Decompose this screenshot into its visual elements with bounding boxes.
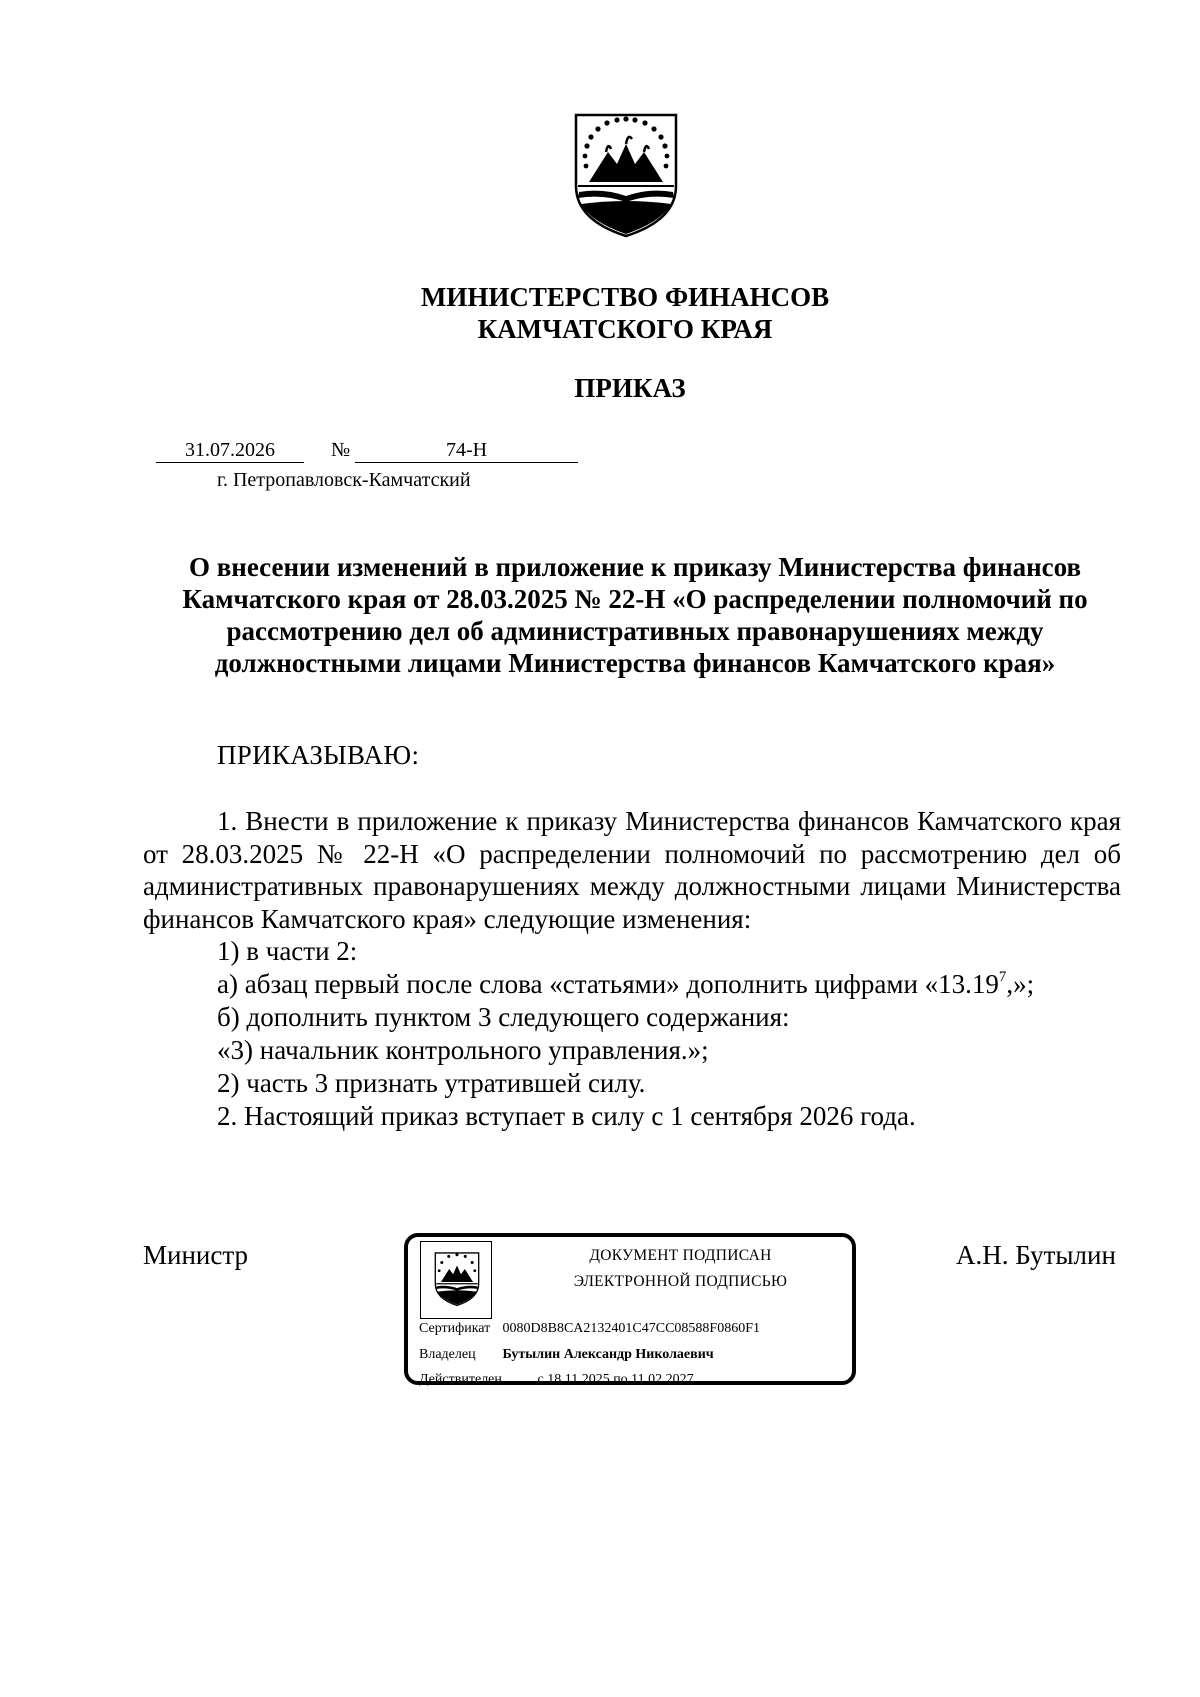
stamp-owner-label: Владелец xyxy=(419,1347,476,1362)
document-type: ПРИКАЗ xyxy=(574,373,686,403)
stamp-validity-label: Действителен xyxy=(419,1372,502,1387)
stamp-certificate-label: Сертификат xyxy=(419,1321,491,1336)
item-1a-prefix: а) абзац первый после слова «статьями» дополнить цифрами «13.19 xyxy=(217,969,999,999)
kamchatka-coat-of-arms-icon xyxy=(573,112,679,238)
document-city: г. Петропавловск-Камчатский xyxy=(217,469,471,491)
item-1a-suffix: ,»; xyxy=(1006,969,1035,999)
item-1b-quote: «3) начальник контрольного управления.»; xyxy=(217,1035,709,1065)
electronic-signature-stamp xyxy=(404,1233,856,1385)
item-1b: б) дополнить пунктом 3 следующего содержания: xyxy=(217,1002,790,1032)
number-sign: № xyxy=(331,439,351,461)
document-heading: О внесении изменений в приложение к приказу Министерства финансов Камчатского края от 28.03.2025 № 22-Н «О распределении полномочий по рассмотрению дел об административных правонарушениях между должностными лицами Министерства финансов Камчатского края» xyxy=(182,552,1088,678)
paragraph-1: 1. Внести в приложение к приказу Министерства финансов Камчатского края от 28.03.2025 № 22-Н «О распределении полномочий по рассмотрению дел об административных правонарушениях между должностными лицами Министерства финансов Камчатского края» следующие изменения: xyxy=(143,806,1121,934)
stamp-validity-row xyxy=(419,1372,694,1388)
stamp-title-line1: ДОКУМЕНТ ПОДПИСАН xyxy=(589,1247,772,1264)
document-date: 31.07.2026 xyxy=(156,438,304,463)
stamp-certificate-value: 0080D8B8CA2132401C47CC08588F0860F1 xyxy=(502,1321,760,1336)
kamchatka-coat-of-arms-icon xyxy=(434,1245,480,1313)
stamp-certificate-row xyxy=(419,1321,760,1337)
ministry-name-line1: МИНИСТЕРСТВО ФИНАНСОВ xyxy=(420,282,830,312)
item-1a xyxy=(217,968,1034,1001)
item-1a-superscript: 7 xyxy=(998,969,1007,985)
item-2: 2) часть 3 признать утратившей силу. xyxy=(217,1068,646,1098)
item-1: 1) в части 2: xyxy=(217,936,358,966)
stamp-emblem-frame xyxy=(420,1241,492,1319)
signer-name: А.Н. Бутылин xyxy=(956,1240,1116,1270)
stamp-owner-value: Бутылин Александр Николаевич xyxy=(502,1347,714,1362)
stamp-title-line2: ЭЛЕКТРОННОЙ ПОДПИСЬЮ xyxy=(573,1273,788,1290)
stamp-validity-value: с 18.11.2025 по 11.02.2027 xyxy=(537,1372,694,1387)
ministry-name-line2: КАМЧАТСКОГО КРАЯ xyxy=(477,314,773,344)
document-number: 74-Н xyxy=(355,438,578,463)
stamp-owner-row xyxy=(419,1347,714,1363)
paragraph-2: 2. Настоящий приказ вступает в силу с 1 сентября 2026 года. xyxy=(217,1101,916,1131)
signer-role: Министр xyxy=(143,1240,248,1270)
order-word: ПРИКАЗЫВАЮ: xyxy=(217,740,420,770)
